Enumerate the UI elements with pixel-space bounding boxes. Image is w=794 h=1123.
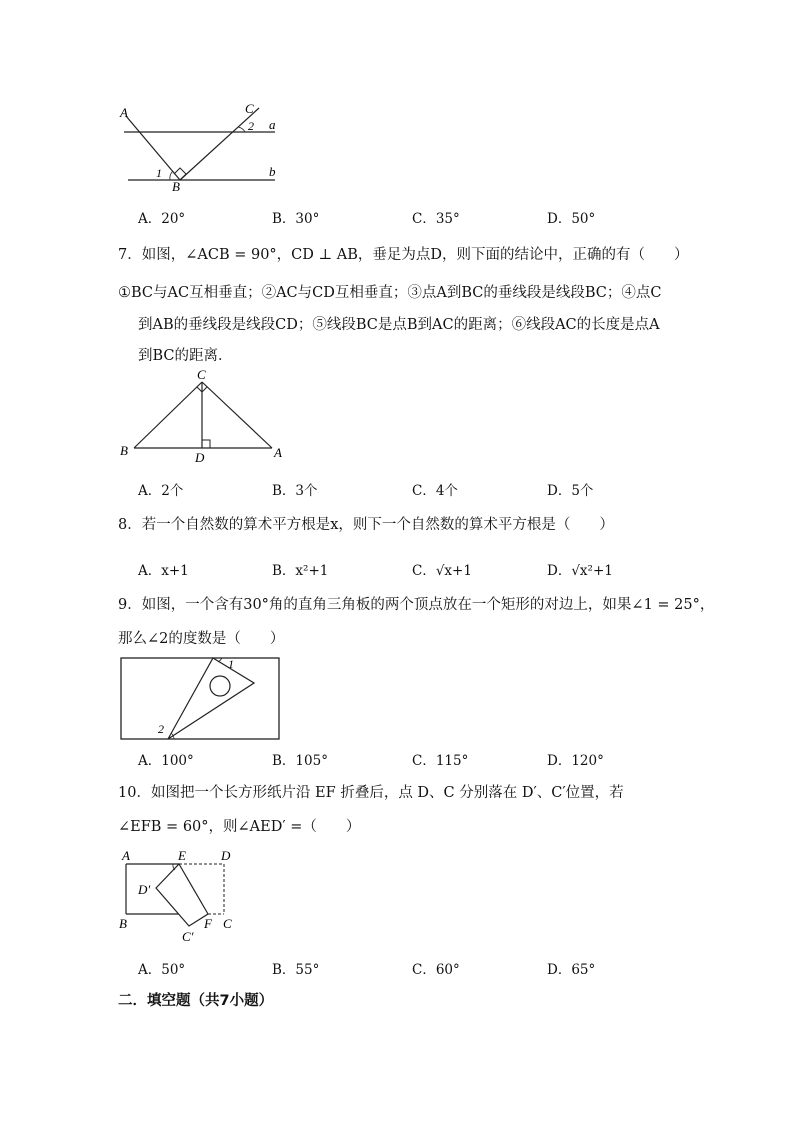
q10-label-Dp: D′ (138, 882, 151, 897)
q7-option-b[interactable]: B．3个 (272, 483, 318, 499)
q10-label-D: D (221, 848, 231, 863)
q7-option-d[interactable]: D．5个 (547, 483, 594, 499)
q10-label-B: B (119, 916, 127, 931)
q7-option-c[interactable]: C．4个 (412, 483, 458, 499)
q9-line2: 那么∠2的度数是（ ） (118, 631, 285, 647)
q6-label-B: B (172, 179, 180, 192)
q8-option-c[interactable]: C．√x+1 (412, 563, 472, 579)
q10-option-a[interactable]: A．50° (138, 962, 186, 978)
q6-label-A: A (120, 105, 128, 120)
q10-option-d[interactable]: D．65° (547, 962, 596, 978)
q8-option-b[interactable]: B．x²+1 (272, 563, 329, 579)
q9-option-b[interactable]: B．105° (272, 753, 328, 769)
q6-option-c[interactable]: C．35° (412, 211, 460, 227)
q10-label-A: A (122, 848, 130, 863)
q10-line1: 10．如图把一个长方形纸片沿 EF 折叠后，点 D、C 分别落在 D′、C′位置，若 (118, 785, 624, 801)
q6-label-one: 1 (156, 166, 162, 180)
section-2-title: 二．填空题（共7小题） (118, 993, 274, 1009)
q9-line1: 9．如图，一个含有30°角的直角三角板的两个顶点放在一个矩形的对边上，如果∠1 = 25°， (118, 597, 715, 613)
q10-label-C: C (223, 916, 232, 931)
q9-label-two: 2 (158, 722, 164, 736)
q7-label-B: B (120, 443, 128, 458)
q6-label-two: 2 (248, 119, 254, 133)
q7-label-C: C (197, 367, 206, 382)
q9-option-a[interactable]: A．100° (138, 753, 194, 769)
q7-label-A: A (274, 445, 282, 460)
q7-line2: 到AB的垂线段是线段CD；⑤线段BC是点B到AC的距离；⑥线段AC的长度是点A (138, 317, 660, 333)
q9-label-one: 1 (228, 657, 234, 671)
q7-line3: 到BC的距离． (138, 348, 233, 364)
q6-figure (112, 100, 287, 192)
q8-stem: 8．若一个自然数的算术平方根是x，则下一个自然数的算术平方根是（ ） (118, 517, 614, 533)
q7-label-D: D (195, 450, 205, 465)
q10-option-c[interactable]: C．60° (412, 962, 460, 978)
q7-figure (114, 366, 294, 466)
q6-label-C: C (245, 101, 254, 116)
q8-option-a[interactable]: A．x+1 (138, 563, 189, 579)
q9-figure (118, 655, 284, 743)
q6-label-b: b (269, 164, 276, 179)
q9-option-d[interactable]: D．120° (547, 753, 604, 769)
q6-label-a: a (269, 117, 276, 132)
q10-option-b[interactable]: B．55° (272, 962, 320, 978)
q10-line2: ∠EFB = 60°，则∠AED′ =（ ） (118, 819, 361, 835)
q10-label-E: E (178, 848, 186, 863)
q8-option-d[interactable]: D．√x²+1 (547, 563, 613, 579)
q10-label-F: F (204, 916, 212, 931)
q7-option-a[interactable]: A．2个 (138, 483, 184, 499)
q7-line1: ①BC与AC互相垂直；②AC与CD互相垂直；③点A到BC的垂线段是线段BC；④点C (118, 285, 662, 301)
q6-option-d[interactable]: D．50° (547, 211, 596, 227)
q6-option-b[interactable]: B．30° (272, 211, 320, 227)
q9-option-c[interactable]: C．115° (412, 753, 469, 769)
q7-stem: 7．如图，∠ACB = 90°，CD ⊥ AB，垂足为点D，则下面的结论中，正确的有（ ） (118, 247, 689, 263)
q10-label-Cp: C′ (182, 929, 194, 944)
q6-option-a[interactable]: A．20° (138, 211, 186, 227)
q10-figure (114, 846, 244, 946)
